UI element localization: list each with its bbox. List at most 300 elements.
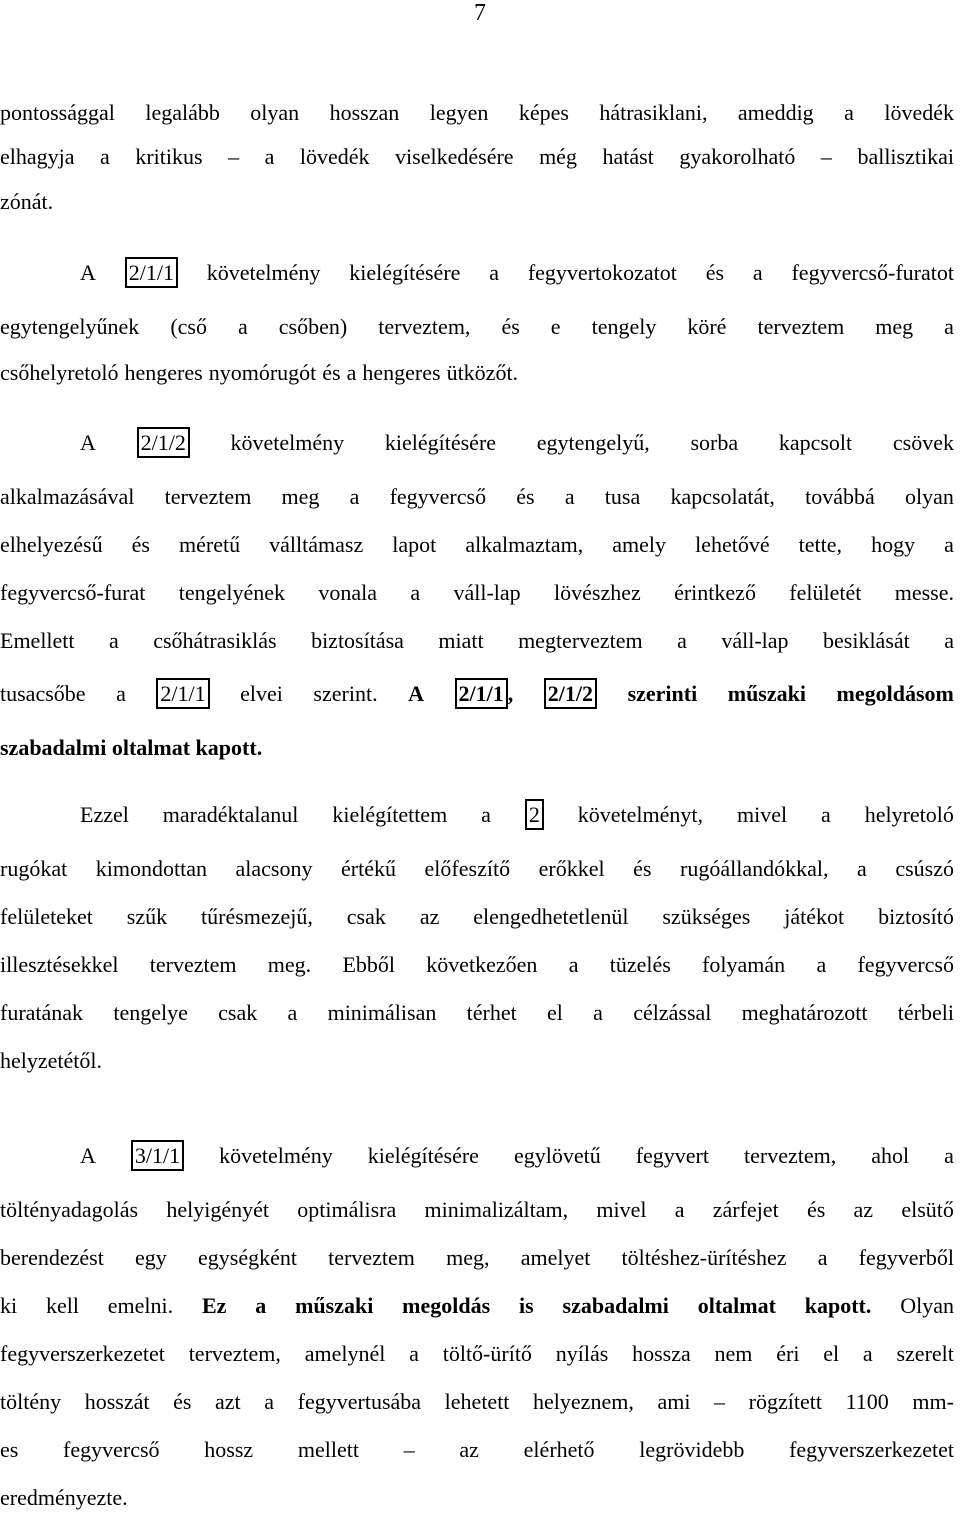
- word: [109, 626, 119, 656]
- word: [592, 312, 657, 342]
- word-text: terveztem: [149, 952, 237, 977]
- word: [170, 312, 207, 342]
- text-line: [0, 733, 954, 763]
- word-text: egységként: [198, 1245, 297, 1270]
- word-text: térhet: [466, 1000, 517, 1025]
- word: [846, 1387, 889, 1417]
- word: [163, 800, 299, 830]
- word: [0, 1046, 102, 1076]
- word-text: illesztésekkel: [0, 952, 119, 977]
- word: [563, 1291, 669, 1321]
- word: [264, 1387, 274, 1417]
- word-text: terveztem: [328, 1245, 415, 1270]
- word-text: a: [844, 100, 854, 125]
- word: [807, 1195, 825, 1225]
- word: [677, 626, 687, 656]
- word: [823, 626, 910, 656]
- word: [863, 1339, 873, 1369]
- word-text: a: [752, 260, 763, 285]
- requirement-reference: [455, 678, 514, 709]
- word-text: es: [0, 1437, 19, 1462]
- word: [240, 679, 283, 709]
- word-text: a: [821, 802, 831, 827]
- word-text: tűrésmezejű,: [201, 904, 313, 929]
- word: [0, 854, 67, 884]
- word: [85, 1387, 150, 1417]
- word: [459, 1435, 479, 1465]
- reference-label: 2/1/1: [156, 678, 209, 709]
- word: [0, 482, 134, 512]
- word: [63, 1435, 160, 1465]
- word: [330, 98, 400, 128]
- word-text: és: [501, 314, 520, 339]
- word-text: tengely: [591, 314, 657, 339]
- word: [912, 1387, 954, 1417]
- word: [821, 800, 831, 830]
- word-text: töltéshez-ürítéshez: [621, 1245, 787, 1270]
- word: [0, 950, 119, 980]
- word-text: térbeli: [897, 1000, 954, 1025]
- word-text: a: [674, 1197, 685, 1222]
- text-line: [0, 1291, 954, 1321]
- word-text: a: [857, 856, 867, 881]
- word-text: hosszát: [84, 1389, 150, 1414]
- word: [744, 1141, 836, 1171]
- requirement-reference: [156, 678, 209, 709]
- reference-label: 2/1/1: [455, 678, 508, 709]
- word-text: Ebből: [342, 952, 395, 977]
- word-text: fegyvercső: [857, 952, 954, 977]
- text-line: [0, 578, 954, 608]
- word: [341, 854, 396, 884]
- word-text: a: [349, 484, 360, 509]
- word: [297, 1195, 396, 1225]
- word-text: kielégítettem: [332, 802, 448, 827]
- requirement-reference: [131, 1140, 184, 1171]
- word-text: Ezzel: [80, 802, 129, 827]
- word: [857, 854, 867, 884]
- word: [593, 998, 603, 1028]
- word: [805, 1291, 872, 1321]
- word-text: szerelt: [896, 1341, 954, 1366]
- word-text: kimondottan: [95, 856, 207, 881]
- word-text: és: [705, 260, 725, 285]
- word: [204, 1435, 253, 1465]
- word-text: továbbá: [805, 484, 875, 509]
- word-text: szabadalmi oltalmat kapott: [0, 735, 257, 760]
- word: [805, 482, 875, 512]
- word: [179, 530, 240, 560]
- word-text: ki: [0, 1293, 18, 1318]
- word-text: rögzített: [748, 1389, 822, 1414]
- word: [368, 1141, 479, 1171]
- word: [519, 1291, 534, 1321]
- word: [198, 1243, 297, 1273]
- word-text: A: [80, 1143, 96, 1168]
- word-text: hossz: [204, 1437, 254, 1462]
- word: [742, 998, 868, 1028]
- text-line: [0, 626, 954, 656]
- word: [408, 679, 424, 709]
- word: [0, 1243, 104, 1273]
- reference-label: 2/1/2: [137, 427, 190, 458]
- word: [878, 902, 954, 932]
- word-text: a: [564, 484, 575, 509]
- word-text: megoldás: [402, 1293, 491, 1318]
- word: [385, 428, 496, 458]
- word: [896, 1339, 953, 1369]
- text-line: [0, 1046, 954, 1076]
- text-line: [0, 1339, 954, 1369]
- word-text: amely: [612, 532, 667, 557]
- word: [501, 312, 519, 342]
- word-text: kell: [45, 1293, 79, 1318]
- word: [857, 950, 954, 980]
- word: [605, 482, 640, 512]
- word: [127, 902, 167, 932]
- word-text: meg: [281, 484, 320, 509]
- word: [342, 950, 395, 980]
- word-text: csőben): [278, 314, 348, 339]
- word-text: töltény: [0, 1389, 62, 1414]
- word-text: amelyet: [520, 1245, 591, 1270]
- word: [884, 98, 954, 128]
- word: [132, 530, 150, 560]
- word-text: terveztem,: [188, 1341, 281, 1366]
- word-text: alkalmazásával: [0, 484, 135, 509]
- word-text: játékot: [784, 904, 845, 929]
- word: [219, 1141, 333, 1171]
- word-text: hatást: [602, 144, 654, 169]
- word-text: a: [944, 1143, 954, 1168]
- word: [791, 258, 953, 288]
- word: [749, 1387, 822, 1417]
- word: [349, 258, 460, 288]
- word: [0, 1339, 165, 1369]
- word-text: fegyvercső: [389, 484, 487, 509]
- text-line: [0, 678, 954, 709]
- word-text: lapot: [392, 532, 437, 557]
- word-text: amelynél: [304, 1341, 386, 1366]
- word: [844, 98, 854, 128]
- word: [779, 428, 852, 458]
- word-text: szerint.: [313, 681, 378, 706]
- word-text: fegyvercső-furatot: [791, 260, 954, 285]
- word: [153, 626, 276, 656]
- word-text: hosszan: [329, 100, 400, 125]
- word-text: tette,: [798, 532, 843, 557]
- word: [467, 998, 517, 1028]
- word-text: képes: [518, 100, 569, 125]
- word: [905, 482, 954, 512]
- word-text: terveztem: [164, 484, 252, 509]
- word-text: erőkkel: [538, 856, 605, 881]
- word-text: helyretoló: [864, 802, 954, 827]
- word-text: hengeres: [124, 360, 203, 385]
- word: [300, 142, 370, 172]
- text-line: [0, 1483, 954, 1513]
- word-text: egy: [135, 1245, 167, 1270]
- word: [0, 578, 145, 608]
- text-line: [0, 799, 954, 830]
- word-text: váll-lap: [721, 628, 789, 653]
- word-text: a: [593, 1000, 603, 1025]
- word-text: fegyvercső-furat: [0, 580, 146, 605]
- word: [633, 998, 711, 1028]
- word: [282, 482, 320, 512]
- word: [390, 482, 487, 512]
- word: [789, 578, 861, 608]
- word-text: hogy: [871, 532, 916, 557]
- word-text: a: [944, 628, 954, 653]
- word-text: kapcsolt: [778, 430, 853, 455]
- word: [628, 679, 698, 709]
- word: [670, 482, 774, 512]
- word: [453, 578, 520, 608]
- word-text: és: [131, 532, 150, 557]
- word: [944, 312, 954, 342]
- word: [173, 1387, 191, 1417]
- text-line: [0, 427, 954, 458]
- word-text: a: [410, 580, 421, 605]
- word-text: csak: [346, 904, 386, 929]
- word: [657, 1387, 690, 1417]
- word: [0, 358, 119, 388]
- word-text: csőhátrasiklás: [153, 628, 277, 653]
- word: [236, 854, 313, 884]
- word-text: és: [806, 1197, 826, 1222]
- word: [481, 800, 491, 830]
- word: [445, 1387, 510, 1417]
- word: [728, 679, 806, 709]
- word-text: megterveztem: [518, 628, 643, 653]
- word: [298, 1387, 421, 1417]
- word: [350, 482, 360, 512]
- word-text: a: [264, 1389, 275, 1414]
- word: [392, 530, 436, 560]
- word-text: pontossággal: [0, 100, 115, 125]
- word: [150, 950, 237, 980]
- word: [313, 679, 377, 709]
- word: [521, 1243, 591, 1273]
- word: [690, 428, 738, 458]
- word-text: kapott: [804, 1293, 866, 1318]
- word-text: kielégítésére: [349, 260, 461, 285]
- word: [165, 482, 252, 512]
- word: [944, 530, 954, 560]
- word: [738, 98, 814, 128]
- word: [265, 142, 275, 172]
- word: [395, 142, 514, 172]
- word-text: fegyvercső: [63, 1437, 160, 1462]
- word-text: lövészhez: [554, 580, 641, 605]
- word: [687, 312, 726, 342]
- text-line: [0, 312, 954, 342]
- word-text: terveztem: [757, 314, 845, 339]
- word: [871, 530, 915, 560]
- word: [0, 679, 86, 709]
- word-text: –: [714, 1389, 726, 1414]
- word-text: biztosító: [878, 904, 954, 929]
- text-line: [0, 1435, 954, 1465]
- word: [318, 578, 377, 608]
- word-text: besiklását: [823, 628, 910, 653]
- word-text: zárfejet: [712, 1197, 779, 1222]
- word: [569, 950, 579, 980]
- word-text: csak: [218, 1000, 258, 1025]
- word-text: elhelyezésű: [0, 532, 103, 557]
- word: [166, 1195, 269, 1225]
- word: [539, 854, 605, 884]
- word-text: kielégítésére: [384, 430, 497, 455]
- word: [816, 950, 826, 980]
- punctuation: .: [256, 735, 263, 760]
- word-text: fegyvertokozatot: [527, 260, 677, 285]
- word: [80, 258, 96, 288]
- word-text: nyomórugót: [208, 360, 317, 385]
- word: [202, 1291, 226, 1321]
- word-text: minimálisan: [327, 1000, 437, 1025]
- word-text: meg,: [446, 1245, 490, 1270]
- word: [425, 854, 511, 884]
- word-text: olyan: [250, 100, 300, 125]
- word: [871, 1141, 909, 1171]
- word-text: el: [823, 1341, 840, 1366]
- word: [854, 1195, 874, 1225]
- word-text: ahol: [871, 1143, 910, 1168]
- word-text: kapcsolatát,: [670, 484, 775, 509]
- word-text: méretű: [179, 532, 241, 557]
- word-text: nem: [714, 1341, 753, 1366]
- word: [404, 1435, 415, 1465]
- word: [231, 428, 345, 458]
- word-text: olyan: [904, 484, 954, 509]
- word-text: helyeznem,: [533, 1389, 634, 1414]
- word: [737, 800, 787, 830]
- word-text: a: [237, 314, 248, 339]
- word: [875, 312, 913, 342]
- word: [328, 998, 437, 1028]
- word: [100, 142, 110, 172]
- word-text: eredményezte.: [0, 1485, 128, 1510]
- word: [0, 187, 53, 217]
- word-text: töltő-ürítő: [442, 1341, 532, 1366]
- word: [215, 1387, 241, 1417]
- word: [135, 142, 202, 172]
- word-text: felületét: [789, 580, 862, 605]
- text-line: [0, 1195, 954, 1225]
- word: [674, 578, 756, 608]
- word: [680, 854, 828, 884]
- word: [610, 950, 671, 980]
- word-text: legalább: [145, 100, 220, 125]
- word-text: műszaki: [295, 1293, 374, 1318]
- word: [255, 1291, 266, 1321]
- word-text: A: [408, 681, 424, 706]
- text-line: [0, 854, 954, 884]
- word: [0, 902, 93, 932]
- word: [228, 142, 239, 172]
- word-text: szükséges: [662, 904, 751, 929]
- requirement-reference: [137, 427, 190, 458]
- word: [695, 530, 770, 560]
- word-text: éri: [776, 1341, 800, 1366]
- word-text: ballisztikai: [857, 144, 954, 169]
- word: [347, 902, 386, 932]
- word-text: maradéktalanul: [162, 802, 299, 827]
- word: [218, 998, 257, 1028]
- word: [0, 998, 83, 1028]
- word-text: mivel: [736, 802, 788, 827]
- word: [209, 358, 317, 388]
- word-text: messe.: [894, 580, 954, 605]
- word: [189, 1339, 281, 1369]
- word: [679, 142, 795, 172]
- word-text: A: [80, 430, 96, 455]
- word-text: a: [108, 628, 119, 653]
- word: [420, 902, 440, 932]
- word: [328, 1243, 415, 1273]
- word-text: –: [403, 1437, 415, 1462]
- word: [713, 1195, 779, 1225]
- word: [465, 530, 583, 560]
- word: [524, 1435, 595, 1465]
- word: [116, 679, 126, 709]
- reference-label: 2/1/1: [125, 257, 178, 288]
- text-line: [0, 98, 954, 128]
- word: [443, 1339, 532, 1369]
- word: [539, 142, 577, 172]
- word-text: oltalmat: [697, 1293, 776, 1318]
- word: [269, 530, 363, 560]
- word-text: emelni.: [107, 1293, 174, 1318]
- word-text: egylövetű: [513, 1143, 601, 1168]
- word-text: értékű: [341, 856, 396, 881]
- word-text: egytengelyű,: [536, 430, 650, 455]
- word: [837, 679, 954, 709]
- word-text: a: [264, 144, 275, 169]
- word-text: –: [228, 144, 240, 169]
- word: [900, 1291, 954, 1321]
- word-text: követelmény: [206, 260, 321, 285]
- word-text: az: [419, 904, 440, 929]
- word: [784, 902, 844, 932]
- word-text: következően: [426, 952, 538, 977]
- word-text: A: [80, 260, 96, 285]
- word: [823, 1339, 839, 1369]
- word: [519, 98, 569, 128]
- word: [639, 1435, 744, 1465]
- word: [125, 358, 203, 388]
- word: [632, 1339, 691, 1369]
- word: [80, 800, 129, 830]
- word-text: követelmény: [219, 1143, 333, 1168]
- word-text: váll-lap: [453, 580, 521, 605]
- word-text: és: [173, 1389, 192, 1414]
- word: [238, 312, 248, 342]
- word: [279, 312, 347, 342]
- word-text: (cső: [170, 314, 207, 339]
- word-text: folyamán: [702, 952, 786, 977]
- word: [438, 626, 483, 656]
- word: [135, 1243, 167, 1273]
- word-text: felületeket: [0, 904, 93, 929]
- punctuation: .: [865, 1293, 872, 1318]
- word: [378, 312, 470, 342]
- word-text: alacsony: [235, 856, 313, 881]
- word-text: rugókat: [0, 856, 68, 881]
- word: [565, 482, 575, 512]
